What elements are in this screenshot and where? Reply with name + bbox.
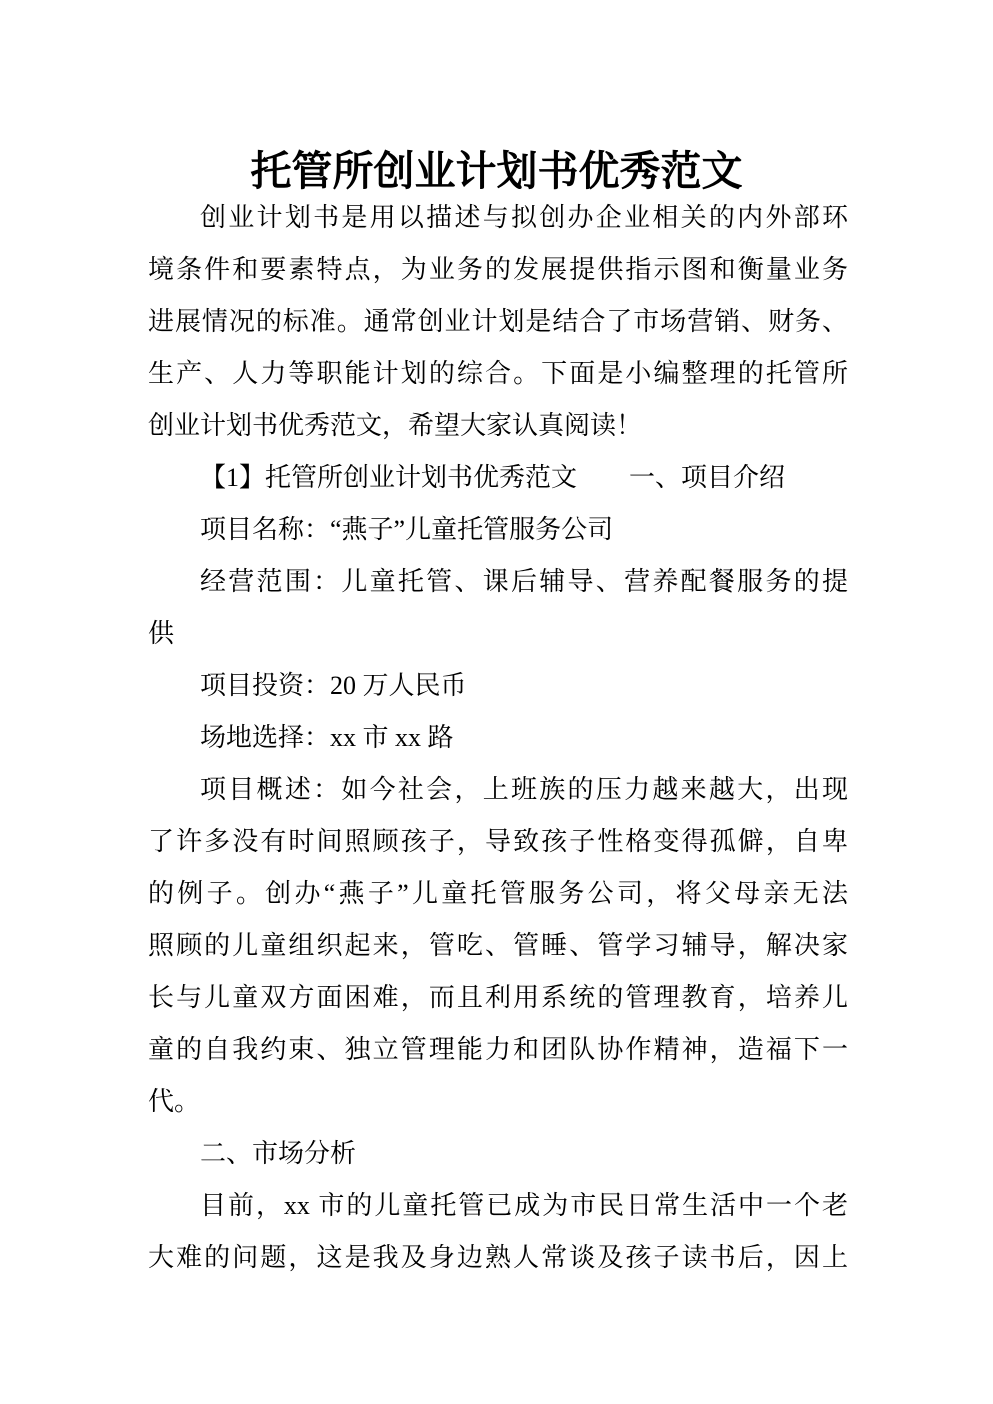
text-line: 进展情况的标准。通常创业计划是结合了市场营销、财务、 xyxy=(148,307,848,336)
text-line: 生产、人力等职能计划的综合。下面是小编整理的托管所 xyxy=(148,359,848,388)
text-line: 【1】托管所创业计划书优秀范文 一、项目介绍 xyxy=(200,463,786,492)
text-line: 大难的问题，这是我及身边熟人常谈及孩子读书后，因上 xyxy=(148,1243,848,1272)
text-line: 项目投资：20 万人民币 xyxy=(200,671,467,700)
text-line: 的例子。创办“燕子”儿童托管服务公司，将父母亲无法 xyxy=(148,879,848,908)
document-title: 托管所创业计划书优秀范文 xyxy=(250,148,743,195)
text-line: 照顾的儿童组织起来，管吃、管睡、管学习辅导，解决家 xyxy=(148,931,848,960)
text-line: 经营范围：儿童托管、课后辅导、营养配餐服务的提 xyxy=(200,567,848,596)
text-line: 创业计划书是用以描述与拟创办企业相关的内外部环 xyxy=(200,203,848,232)
text-line: 童的自我约束、独立管理能力和团队协作精神，造福下一 xyxy=(148,1035,848,1064)
document-body xyxy=(148,192,848,1284)
text-line: 供 xyxy=(148,619,175,648)
text-line: 创业计划书优秀范文，希望大家认真阅读！ xyxy=(148,411,643,440)
text-line: 目前，xx 市的儿童托管已成为市民日常生活中一个老 xyxy=(200,1191,848,1220)
text-line: 了许多没有时间照顾孩子，导致孩子性格变得孤僻，自卑 xyxy=(148,827,848,856)
text-line: 项目名称：“燕子”儿童托管服务公司 xyxy=(200,515,614,544)
text-line: 代。 xyxy=(148,1087,201,1116)
text-line: 场地选择：xx 市 xx 路 xyxy=(200,723,454,752)
text-line: 项目概述：如今社会，上班族的压力越来越大，出现 xyxy=(200,775,848,804)
text-line: 长与儿童双方面困难，而且利用系统的管理教育，培养儿 xyxy=(148,983,848,1012)
text-line: 境条件和要素特点，为业务的发展提供指示图和衡量业务 xyxy=(148,255,848,284)
text-line: 二、市场分析 xyxy=(200,1139,357,1168)
